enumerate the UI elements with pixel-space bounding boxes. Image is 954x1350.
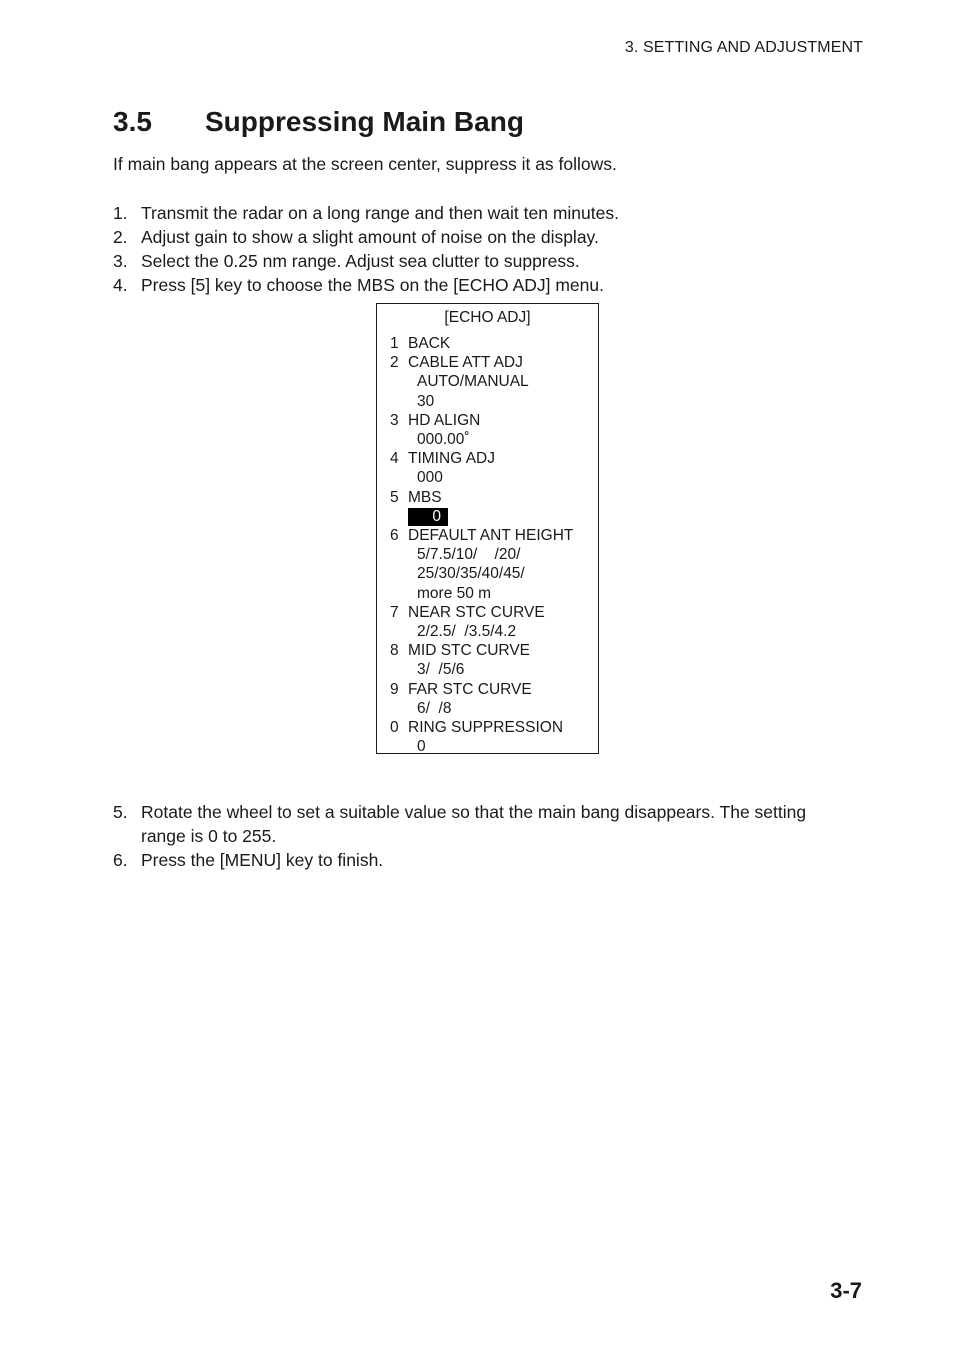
step-number: 1. <box>113 203 128 223</box>
page-number: 3-7 <box>830 1278 862 1303</box>
menu-item-cable-att-adj[interactable] <box>390 353 573 411</box>
step-item <box>113 249 853 273</box>
menu-item-value: 30 <box>417 392 435 410</box>
menu-item-option: 5/7.5/10/ /20/ <box>417 546 521 564</box>
menu-item-number: 2 <box>390 354 399 372</box>
step-number: 2. <box>113 227 128 247</box>
menu-item-value: 000 <box>417 469 443 487</box>
menu-item-label: NEAR STC CURVE <box>408 603 545 621</box>
intro-paragraph: If main bang appears at the screen center, suppress it as follows. <box>113 154 617 174</box>
menu-item-label: MID STC CURVE <box>408 642 531 660</box>
step-text: Transmit the radar on a long range and then wait ten minutes. <box>141 203 619 223</box>
menu-item-timing-adj[interactable] <box>390 449 573 487</box>
menu-item-label: BACK <box>408 335 451 352</box>
step-item <box>113 848 853 872</box>
menu-item-label: MBS <box>408 488 442 506</box>
menu-title: [ECHO ADJ] <box>444 309 531 326</box>
menu-item-number: 5 <box>390 488 399 506</box>
menu-item-option: 2/2.5/ /3.5/4.2 <box>417 623 517 641</box>
menu-item-number: 1 <box>390 335 399 352</box>
menu-item-label: TIMING ADJ <box>408 450 495 468</box>
running-head: 3. SETTING AND ADJUSTMENT <box>624 39 863 56</box>
step-number: 6. <box>113 850 128 870</box>
menu-item-label: FAR STC CURVE <box>408 680 532 698</box>
menu-item-mbs[interactable] <box>390 488 573 526</box>
menu-item-label: RING SUPPRESSION <box>408 719 564 737</box>
menu-item-value: 000.00˚ <box>417 431 470 449</box>
menu-item-default-ant-height[interactable] <box>390 526 573 603</box>
menu-item-number: 0 <box>390 719 399 737</box>
step-item <box>113 201 853 225</box>
step-text: Rotate the wheel to set a suitable value so that the main bang disappears. The setting range is 0 to 255. <box>141 802 807 846</box>
section-number: 3.5 <box>113 106 152 137</box>
menu-item-label: DEFAULT ANT HEIGHT <box>408 527 574 545</box>
procedure-steps-part-1 <box>113 201 853 297</box>
step-text: Adjust gain to show a slight amount of noise on the display. <box>141 227 599 247</box>
step-text: Press [5] key to choose the MBS on the [ECHO ADJ] menu. <box>141 275 604 295</box>
menu-item-option: more 50 m <box>417 584 492 602</box>
step-text: Select the 0.25 nm range. Adjust sea clutter to suppress. <box>141 251 580 271</box>
menu-item-number: 3 <box>390 411 399 429</box>
mbs-selected-value[interactable]: 0 <box>408 508 448 526</box>
menu-item-far-stc-curve[interactable] <box>390 680 573 718</box>
step-number: 3. <box>113 251 128 271</box>
menu-item-option: 6/ /8 <box>417 699 452 717</box>
menu-item-number: 4 <box>390 450 399 468</box>
menu-item-option: 25/30/35/40/45/ <box>417 565 525 583</box>
menu-item-number: 7 <box>390 603 399 621</box>
menu-item-label: HD ALIGN <box>408 411 481 429</box>
menu-item-mid-stc-curve[interactable] <box>390 641 573 679</box>
section-title-text: Suppressing Main Bang <box>205 106 524 137</box>
menu-item-ring-suppression[interactable] <box>390 718 573 756</box>
step-item <box>113 273 853 297</box>
step-text: Press the [MENU] key to finish. <box>141 850 384 870</box>
step-item <box>113 800 853 848</box>
step-number: 4. <box>113 275 128 295</box>
echo-adj-menu <box>376 303 599 754</box>
step-number: 5. <box>113 802 128 822</box>
step-item <box>113 225 853 249</box>
menu-item-number: 6 <box>390 527 399 545</box>
menu-item-option: 3/ /5/6 <box>417 661 465 679</box>
menu-item-near-stc-curve[interactable] <box>390 603 573 641</box>
procedure-steps-part-2 <box>113 800 853 872</box>
menu-item-back[interactable] <box>390 334 573 353</box>
menu-item-number: 8 <box>390 642 399 660</box>
menu-item-option: AUTO/MANUAL <box>417 373 529 391</box>
section-title <box>113 106 524 138</box>
menu-item-label: CABLE ATT ADJ <box>408 354 523 372</box>
menu-item-hd-align[interactable] <box>390 411 573 449</box>
menu-items <box>390 334 573 756</box>
menu-item-value: 0 <box>417 738 426 756</box>
menu-item-number: 9 <box>390 680 399 698</box>
